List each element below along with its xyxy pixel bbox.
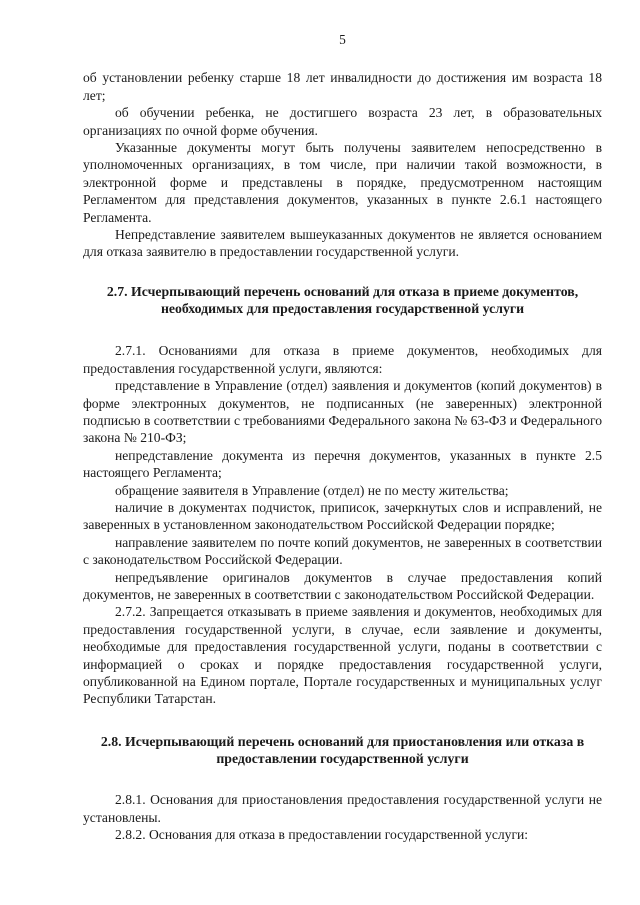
section-heading-2-7: 2.7. Исчерпывающий перечень оснований для отказа в приеме документов, необходимых для предоставления государственной услуги: [106, 283, 579, 317]
paragraph: 2.7.1. Основаниями для отказа в приеме документов, необходимых для предоставления государственной услуги, являются:: [83, 343, 602, 376]
paragraph: 2.7.2. Запрещается отказывать в приеме заявления и документов, необходимых для предоставления государственной услуги, в случае, если заявление и документы, необходимые для предоставления государственной услуги, поданы в соответствии с информацией о сроках и порядке предоставления государственной услуги, опубликованной на Едином портале, Портале государственных и муниципальных услуг Республики Татарстан.: [83, 604, 602, 707]
paragraph: непредставление документа из перечня документов, указанных в пункте 2.5 настоящего Регламента;: [83, 447, 602, 481]
page-number: 5: [339, 32, 346, 47]
paragraph: направление заявителем по почте копий документов, не заверенных в соответствии с законодательством Российской Федерации.: [83, 534, 602, 568]
paragraph: 2.8.1. Основания для приостановления предоставления государственной услуги не установлены.: [83, 792, 602, 825]
paragraph: представление в Управление (отдел) заявления и документов (копий документов) в форме электронных документов, не подписанных (не заверенных) электронной подписью в соответствии с требованиями Федерального закона № 63-ФЗ и Федерального закона № 210-ФЗ;: [83, 378, 602, 446]
paragraph: наличие в документах подчисток, приписок, зачеркнутых слов и исправлений, не заверенных в установленном законодательством Российской Федерации порядке;: [83, 499, 602, 533]
paragraph: непредъявление оригиналов документов в случае предоставления копий документов, не заверенных в соответствии с законодательством Российской Федерации.: [83, 569, 602, 602]
section-heading-2-8: 2.8. Исчерпывающий перечень оснований для приостановления или отказа в предоставлении государственной услуги: [100, 733, 585, 767]
paragraph: обращение заявителя в Управление (отдел) не по месту жительства;: [115, 482, 509, 498]
paragraph: 2.8.2. Основания для отказа в предоставлении государственной услуги:: [115, 827, 529, 843]
paragraph: Непредставление заявителем вышеуказанных документов не является основанием для отказа заявителю в предоставлении государственной услуги.: [83, 227, 602, 260]
paragraph: об установлении ребенку старше 18 лет инвалидности до достижения им возраста 18 лет;: [83, 70, 602, 103]
paragraph: об обучении ребенка, не достигшего возраста 23 лет, в образовательных организациях по очной форме обучения.: [83, 105, 602, 138]
paragraph: Указанные документы могут быть получены заявителем непосредственно в уполномоченных организациях, в том числе, при наличии такой возможности, в электронной форме и представлены в порядке, предусмотренном настоящим Регламентом для представления документов, указанных в пункте 2.6.1 настоящего Регламента.: [83, 140, 602, 225]
